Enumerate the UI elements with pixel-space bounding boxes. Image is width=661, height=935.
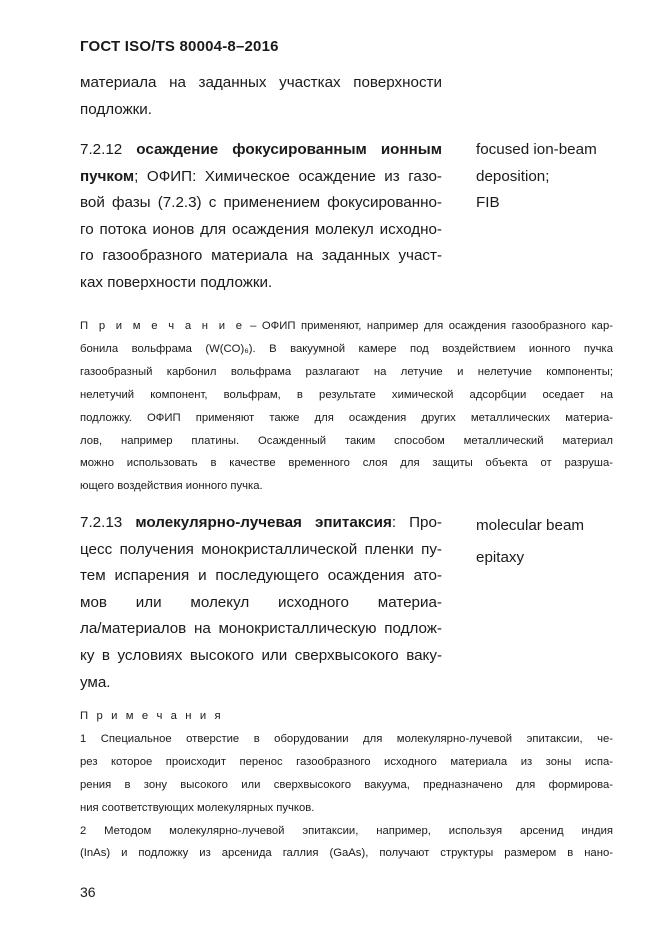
continuation-text	[80, 70, 442, 123]
text-line: мов или молекул исходного материа-	[80, 593, 442, 611]
english-term-7-2-13	[476, 510, 646, 574]
english-line: epitaxy	[476, 549, 525, 566]
english-line: molecular beam	[476, 517, 585, 534]
text-line: го потока ионов для осаждения молекул исходно-	[80, 220, 442, 238]
text-line: ума.	[80, 673, 111, 691]
note-7-2-12	[80, 315, 613, 498]
text-line: тем испарения и последующего осаждения ато-	[80, 567, 442, 585]
text-line: ках поверхности подложки.	[80, 273, 273, 291]
term-definition-start: : Про-	[391, 514, 442, 531]
english-term-7-2-12	[476, 137, 646, 217]
note-line: нелетучий компонент, вольфрам, в результате химической адсорбции оседает на	[80, 388, 613, 401]
note-line: бонила вольфрама (W(CO)₆). В вакуумной камере под воздействием ионного пучка	[80, 342, 613, 355]
note-line: подложку. ОФИП применяют также для осаждения других металлических материа-	[80, 411, 613, 424]
text-line: ку в условиях высокого или сверхвысокого ваку-	[80, 646, 442, 664]
note-line: рения в зону высокого или сверхвысокого вакуума, предназначено для формирова-	[80, 778, 613, 791]
note-line	[80, 315, 613, 338]
note-label: П р и м е ч а н и е	[80, 320, 245, 332]
term-heading-line	[80, 510, 442, 537]
text-line: цесс получения монокристаллической пленки пу-	[80, 540, 442, 558]
term-entry-7-2-12	[80, 137, 442, 297]
note-line: газообразный карбонил вольфрама разлагают на летучие и нелетучие компоненты;	[80, 365, 613, 378]
text-line: ла/материалов на монокристаллическую подлож-	[80, 620, 442, 638]
note-line: можно использовать в качестве временного слоя для защиты объекта от разруша-	[80, 457, 613, 470]
term-name: молекулярно-лучевая эпитаксия	[135, 514, 392, 531]
note-line: ющего воздействия ионного пучка.	[80, 480, 263, 493]
term-number: 7.2.13	[80, 514, 123, 531]
note-line: 1 Специальное отверстие в оборудовании для молекулярно-лучевой эпитаксии, че-	[80, 732, 613, 745]
note-line: 2 Методом молекулярно-лучевой эпитаксии, например, используя арсенид индия	[80, 824, 613, 837]
term-name: осаждение фокусированным ионным	[136, 141, 442, 158]
text-line: вой фазы (7.2.3) с применением фокусированно-	[80, 194, 442, 212]
term-definition-start: ; ОФИП: Химическое осаждение из газо-	[134, 167, 442, 185]
term-entry-7-2-13	[80, 510, 442, 696]
text-line: материала на заданных участках поверхности	[80, 74, 442, 91]
note-text-start: – ОФИП применяют, например для осаждения газообразного кар-	[244, 320, 613, 332]
text-line: подложки.	[80, 100, 153, 118]
note-line: ния соответствующих молекулярных пучков.	[80, 801, 315, 814]
term-line	[80, 164, 442, 191]
english-line: FIB	[476, 194, 500, 212]
english-line: focused ion-beam	[476, 141, 597, 158]
english-line: deposition;	[476, 167, 550, 185]
term-heading-line	[80, 137, 442, 164]
standard-title: ГОСТ ISO/TS 80004-8–2016	[80, 38, 279, 55]
note-line: рез которое происходит перенос газообразного исходного материала из зоны испа-	[80, 755, 613, 768]
notes-7-2-13	[80, 705, 613, 865]
term-number: 7.2.12	[80, 141, 123, 158]
text-line: го газообразного материала на заданных участ-	[80, 247, 442, 265]
page-number: 36	[80, 884, 96, 900]
term-name-cont: пучком	[80, 167, 135, 185]
notes-label: П р и м е ч а н и я	[80, 710, 224, 722]
note-line: лов, например платины. Осажденный таким способом металлический материал	[80, 434, 613, 447]
note-line: (InAs) и подложку из арсенида галлия (GaAs), получают структуры размером в нано-	[80, 847, 613, 860]
